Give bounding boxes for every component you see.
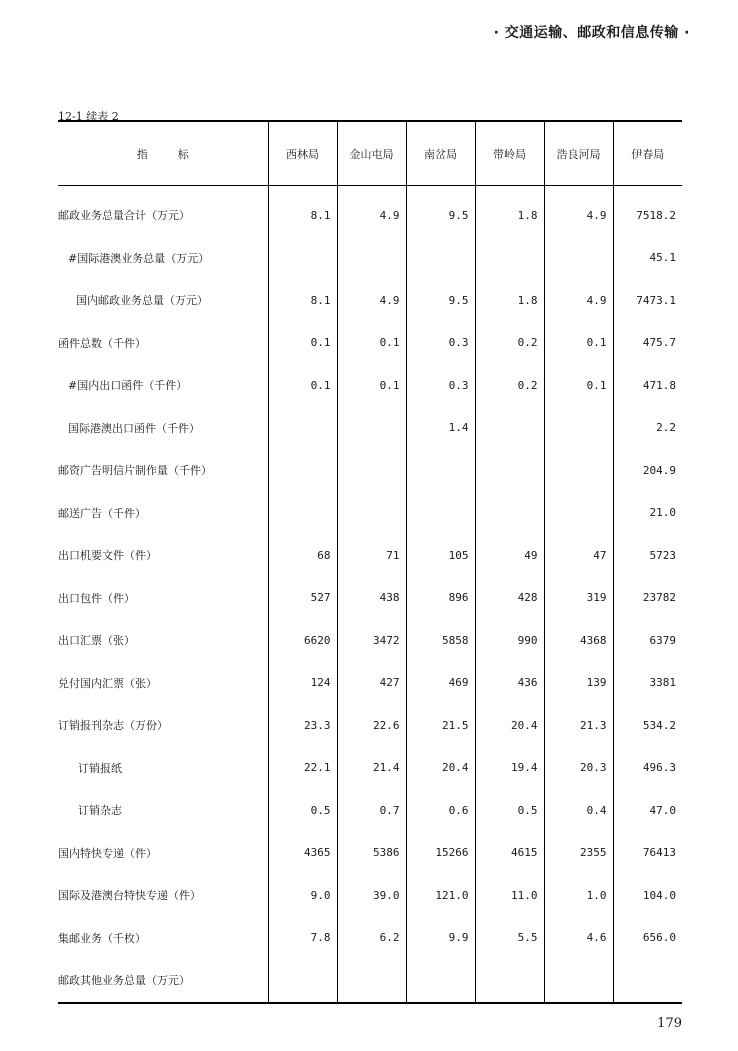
table-cell: 11.0 xyxy=(475,874,544,917)
table-cell: 21.5 xyxy=(406,704,475,747)
table-cell: 471.8 xyxy=(613,364,682,407)
indicator-column-header: 指标 xyxy=(58,121,268,186)
table-cell xyxy=(268,492,337,535)
table-cell: 4.9 xyxy=(337,186,406,237)
table-cell: 76413 xyxy=(613,832,682,875)
table-cell: 469 xyxy=(406,662,475,705)
table-cell xyxy=(337,959,406,1003)
row-label: 邮资广告明信片制作量（千件） xyxy=(58,464,212,478)
table-row xyxy=(58,449,682,492)
table-cell: 0.2 xyxy=(475,364,544,407)
table-cell xyxy=(544,959,613,1003)
table-cell xyxy=(406,959,475,1003)
table-cell: 656.0 xyxy=(613,917,682,960)
table-cell: 22.6 xyxy=(337,704,406,747)
row-label: #国际港澳业务总量（万元） xyxy=(68,251,210,265)
row-label: 邮政业务总量合计（万元） xyxy=(58,209,190,223)
table-cell: 0.7 xyxy=(337,789,406,832)
row-label: 函件总数（千件） xyxy=(58,336,146,350)
table-cell xyxy=(475,449,544,492)
statistics-table-wrapper xyxy=(58,120,682,1004)
table-cell: 105 xyxy=(406,534,475,577)
table-cell: 7518.2 xyxy=(613,186,682,237)
table-cell: 4.9 xyxy=(544,186,613,237)
table-cell: 9.5 xyxy=(406,279,475,322)
table-cell xyxy=(268,959,337,1003)
row-label: 出口包件（件） xyxy=(58,591,135,605)
table-cell xyxy=(337,407,406,450)
table-row xyxy=(58,619,682,662)
table-cell xyxy=(268,449,337,492)
table-cell: 534.2 xyxy=(613,704,682,747)
table-cell: 0.1 xyxy=(337,322,406,365)
table-cell xyxy=(406,449,475,492)
table-cell xyxy=(406,492,475,535)
table-cell: 9.0 xyxy=(268,874,337,917)
table-cell: 0.4 xyxy=(544,789,613,832)
table-cell: 0.5 xyxy=(475,789,544,832)
table-cell xyxy=(544,407,613,450)
running-header: · 交通运输、邮政和信息传输 · xyxy=(493,25,690,41)
table-cell xyxy=(475,492,544,535)
column-header: 伊春局 xyxy=(613,121,682,186)
table-cell: 3472 xyxy=(337,619,406,662)
table-cell xyxy=(268,407,337,450)
table-cell: 9.9 xyxy=(406,917,475,960)
table-cell xyxy=(544,449,613,492)
table-row xyxy=(58,407,682,450)
page-number: 179 xyxy=(657,1016,682,1031)
table-row xyxy=(58,832,682,875)
table-cell: 990 xyxy=(475,619,544,662)
table-cell: 5386 xyxy=(337,832,406,875)
row-label: 出口机要文件（件） xyxy=(58,549,157,563)
table-cell: 39.0 xyxy=(337,874,406,917)
table-cell: 6620 xyxy=(268,619,337,662)
table-cell: 204.9 xyxy=(613,449,682,492)
table-cell xyxy=(337,449,406,492)
table-cell: 3381 xyxy=(613,662,682,705)
table-cell: 15266 xyxy=(406,832,475,875)
table-row xyxy=(58,747,682,790)
table-cell: 4615 xyxy=(475,832,544,875)
row-label: 集邮业务（千枚） xyxy=(58,931,146,945)
row-label: 订销报纸 xyxy=(78,761,122,775)
statistics-table xyxy=(58,120,682,1004)
table-cell: 9.5 xyxy=(406,186,475,237)
table-cell xyxy=(406,237,475,280)
table-cell: 4.9 xyxy=(337,279,406,322)
table-cell: 0.1 xyxy=(268,364,337,407)
column-header: 南岔局 xyxy=(406,121,475,186)
table-cell: 20.4 xyxy=(406,747,475,790)
table-cell: 1.8 xyxy=(475,279,544,322)
table-cell: 1.8 xyxy=(475,186,544,237)
table-cell: 2355 xyxy=(544,832,613,875)
table-cell: 20.4 xyxy=(475,704,544,747)
table-cell: 21.3 xyxy=(544,704,613,747)
table-row xyxy=(58,577,682,620)
table-cell: 2.2 xyxy=(613,407,682,450)
table-cell: 104.0 xyxy=(613,874,682,917)
table-cell: 68 xyxy=(268,534,337,577)
row-label: 邮送广告（千件） xyxy=(58,506,146,520)
table-cell xyxy=(337,237,406,280)
table-cell: 23.3 xyxy=(268,704,337,747)
table-cell: 121.0 xyxy=(406,874,475,917)
table-cell: 21.4 xyxy=(337,747,406,790)
table-cell: 4.6 xyxy=(544,917,613,960)
table-row xyxy=(58,279,682,322)
table-cell xyxy=(475,959,544,1003)
table-cell: 22.1 xyxy=(268,747,337,790)
table-cell xyxy=(544,237,613,280)
table-cell: 47.0 xyxy=(613,789,682,832)
table-cell xyxy=(613,959,682,1003)
column-header: 带岭局 xyxy=(475,121,544,186)
row-label: 兑付国内汇票（张） xyxy=(58,676,157,690)
table-cell: 4368 xyxy=(544,619,613,662)
table-cell: 47 xyxy=(544,534,613,577)
table-cell: 0.1 xyxy=(544,322,613,365)
table-cell: 8.1 xyxy=(268,186,337,237)
table-row xyxy=(58,186,682,237)
table-cell: 0.1 xyxy=(268,322,337,365)
table-row xyxy=(58,322,682,365)
table-cell: 428 xyxy=(475,577,544,620)
table-cell: 0.1 xyxy=(337,364,406,407)
table-cell: 527 xyxy=(268,577,337,620)
table-cell: 7473.1 xyxy=(613,279,682,322)
table-cell xyxy=(475,407,544,450)
table-cell: 21.0 xyxy=(613,492,682,535)
row-label: 国内特快专递（件） xyxy=(58,846,157,860)
row-label: 出口汇票（张） xyxy=(58,634,135,648)
table-row xyxy=(58,364,682,407)
table-body xyxy=(58,186,682,1003)
table-cell: 1.4 xyxy=(406,407,475,450)
table-cell: 5.5 xyxy=(475,917,544,960)
table-cell: 6379 xyxy=(613,619,682,662)
table-cell: 0.5 xyxy=(268,789,337,832)
table-cell: 0.1 xyxy=(544,364,613,407)
table-row xyxy=(58,662,682,705)
table-cell xyxy=(475,237,544,280)
table-cell: 8.1 xyxy=(268,279,337,322)
row-label: 国际港澳出口函件（千件） xyxy=(68,421,200,435)
table-cell: 0.3 xyxy=(406,364,475,407)
table-cell: 475.7 xyxy=(613,322,682,365)
table-cell: 319 xyxy=(544,577,613,620)
table-row xyxy=(58,917,682,960)
table-caption: 12-1 续表 2 xyxy=(58,110,119,123)
table-cell: 436 xyxy=(475,662,544,705)
table-cell: 1.0 xyxy=(544,874,613,917)
table-row xyxy=(58,534,682,577)
table-cell: 4.9 xyxy=(544,279,613,322)
table-cell: 438 xyxy=(337,577,406,620)
table-cell: 0.6 xyxy=(406,789,475,832)
table-row xyxy=(58,959,682,1003)
table-cell: 6.2 xyxy=(337,917,406,960)
table-cell: 20.3 xyxy=(544,747,613,790)
table-cell: 896 xyxy=(406,577,475,620)
row-label: 国际及港澳台特快专递（件） xyxy=(58,889,201,903)
row-label: 订销报刊杂志（万份） xyxy=(58,719,168,733)
table-cell: 19.4 xyxy=(475,747,544,790)
column-header: 金山屯局 xyxy=(337,121,406,186)
table-cell: 496.3 xyxy=(613,747,682,790)
table-cell: 45.1 xyxy=(613,237,682,280)
row-label: 国内邮政业务总量（万元） xyxy=(76,294,208,308)
table-header-row xyxy=(58,121,682,186)
table-cell: 5858 xyxy=(406,619,475,662)
table-cell: 71 xyxy=(337,534,406,577)
table-cell: 4365 xyxy=(268,832,337,875)
table-cell xyxy=(544,492,613,535)
table-cell: 124 xyxy=(268,662,337,705)
table-row xyxy=(58,789,682,832)
table-cell xyxy=(268,237,337,280)
row-label: #国内出口函件（千件） xyxy=(68,379,188,393)
table-row xyxy=(58,237,682,280)
table-cell: 5723 xyxy=(613,534,682,577)
table-cell: 139 xyxy=(544,662,613,705)
table-row xyxy=(58,492,682,535)
column-header: 西林局 xyxy=(268,121,337,186)
table-cell: 427 xyxy=(337,662,406,705)
table-cell: 7.8 xyxy=(268,917,337,960)
table-cell: 0.3 xyxy=(406,322,475,365)
row-label: 订销杂志 xyxy=(78,804,122,818)
table-cell: 49 xyxy=(475,534,544,577)
table-row xyxy=(58,704,682,747)
table-cell xyxy=(337,492,406,535)
table-cell: 0.2 xyxy=(475,322,544,365)
table-row xyxy=(58,874,682,917)
column-header: 浩良河局 xyxy=(544,121,613,186)
row-label: 邮政其他业务总量（万元） xyxy=(58,959,268,1003)
table-cell: 23782 xyxy=(613,577,682,620)
